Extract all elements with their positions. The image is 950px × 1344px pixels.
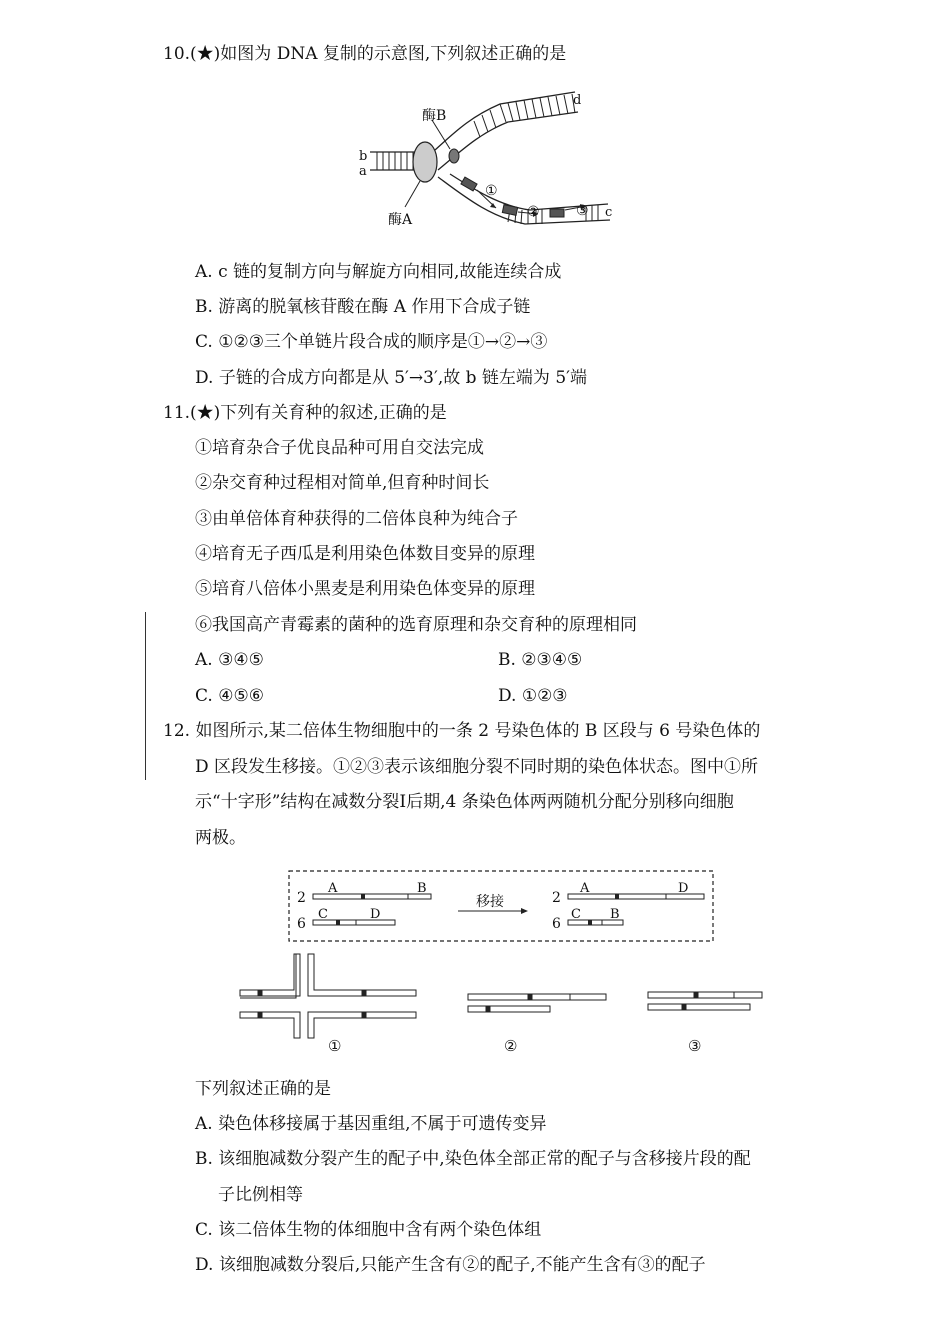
q11-statement-1: ①培育杂合子优良品种可用自交法完成 (195, 438, 484, 458)
q11-statement-5: ⑤培育八倍体小黑麦是利用染色体变异的原理 (195, 579, 535, 599)
q11-stem: 11.(★)下列有关育种的叙述,正确的是 (163, 403, 447, 423)
q12-stem-line-1: 12. 如图所示,某二倍体生物细胞中的一条 2 号染色体的 B 区段与 6 号染色体的 (163, 721, 761, 741)
q10-option-c: C. ①②③三个单链片段合成的顺序是①→②→③ (195, 332, 548, 352)
q10-option-d: D. 子链的合成方向都是从 5′→3′,故 b 链左端为 5′端 (195, 368, 588, 388)
segment-d-after: D (678, 881, 689, 896)
enzyme-a-label: 酶A (388, 212, 413, 228)
q11-statement-3: ③由单倍体育种获得的二倍体良种为纯合子 (195, 509, 518, 529)
segment-a-after: A (580, 881, 590, 896)
chrom-2-label-after: 2 (552, 890, 561, 906)
q12-option-c: C. 该二倍体生物的体细胞中含有两个染色体组 (195, 1220, 542, 1240)
fragment-1-label: ① (485, 183, 498, 199)
translocation-arrow-label: 移接 (476, 894, 504, 910)
stage-1-label: ① (328, 1037, 342, 1055)
stage-2-chromosomes (468, 994, 606, 1012)
stage-3-chromosomes (648, 992, 762, 1010)
q11-option-a: A. ③④⑤ (195, 650, 264, 670)
q12-option-b: B. 该细胞减数分裂产生的配子中,染色体全部正常的配子与含移接片段的配 (195, 1149, 751, 1169)
q11-option-c: C. ④⑤⑥ (195, 686, 264, 706)
strand-b-label: b (359, 149, 368, 164)
chrom-6-label-before: 6 (297, 916, 306, 932)
fragment-2-label: ② (527, 204, 540, 220)
q10-option-a: A. c 链的复制方向与解旋方向相同,故能连续合成 (195, 262, 562, 282)
margin-rule (145, 612, 146, 780)
translocation-diagram (288, 870, 714, 942)
meiosis-stages-diagram (236, 950, 776, 1058)
stage-2-label: ② (504, 1037, 518, 1055)
q11-statement-6: ⑥我国高产青霉素的菌种的选育原理和杂交育种的原理相同 (195, 615, 637, 635)
segment-b-before: B (417, 881, 427, 896)
strand-d-label: d (573, 93, 582, 108)
enzyme-b-shape (449, 149, 459, 163)
enzyme-a-shape (413, 142, 437, 182)
q10-stem: 10.(★)如图为 DNA 复制的示意图,下列叙述正确的是 (163, 44, 567, 64)
segment-a-before: A (328, 881, 338, 896)
q12-stem-line-3: 示“十字形”结构在减数分裂Ⅰ后期,4 条染色体两两随机分配分别移向细胞 (195, 792, 734, 812)
q10-option-b: B. 游离的脱氧核苷酸在酶 A 作用下合成子链 (195, 297, 531, 317)
q12-option-a: A. 染色体移接属于基因重组,不属于可遗传变异 (195, 1114, 547, 1134)
q11-statement-2: ②杂交育种过程相对简单,但育种时间长 (195, 473, 490, 493)
strand-a-label: a (359, 164, 367, 179)
chrom-2-label-before: 2 (297, 890, 306, 906)
fragment-3-label: ③ (576, 203, 589, 219)
segment-c-after: C (571, 907, 581, 922)
q11-option-b: B. ②③④⑤ (498, 650, 583, 670)
dna-replication-diagram (350, 82, 620, 242)
strand-c-label: c (605, 205, 613, 220)
q12-stem-line-4: 两极。 (195, 828, 246, 848)
q12-prompt: 下列叙述正确的是 (195, 1079, 331, 1099)
q12-option-d: D. 该细胞减数分裂后,只能产生含有②的配子,不能产生含有③的配子 (195, 1255, 706, 1275)
stage-3-label: ③ (688, 1037, 702, 1055)
chrom-6-label-after: 6 (552, 916, 561, 932)
enzyme-b-label: 酶B (422, 108, 447, 124)
segment-d-before: D (370, 907, 381, 922)
segment-b-after: B (610, 907, 620, 922)
segment-c-before: C (318, 907, 328, 922)
cross-structure (240, 954, 416, 1038)
q11-option-d: D. ①②③ (498, 686, 568, 706)
q12-option-b-continued: 子比例相等 (218, 1185, 303, 1205)
q12-stem-line-2: D 区段发生移接。①②③表示该细胞分裂不同时期的染色体状态。图中①所 (195, 757, 759, 777)
q11-statement-4: ④培育无子西瓜是利用染色体数目变异的原理 (195, 544, 535, 564)
